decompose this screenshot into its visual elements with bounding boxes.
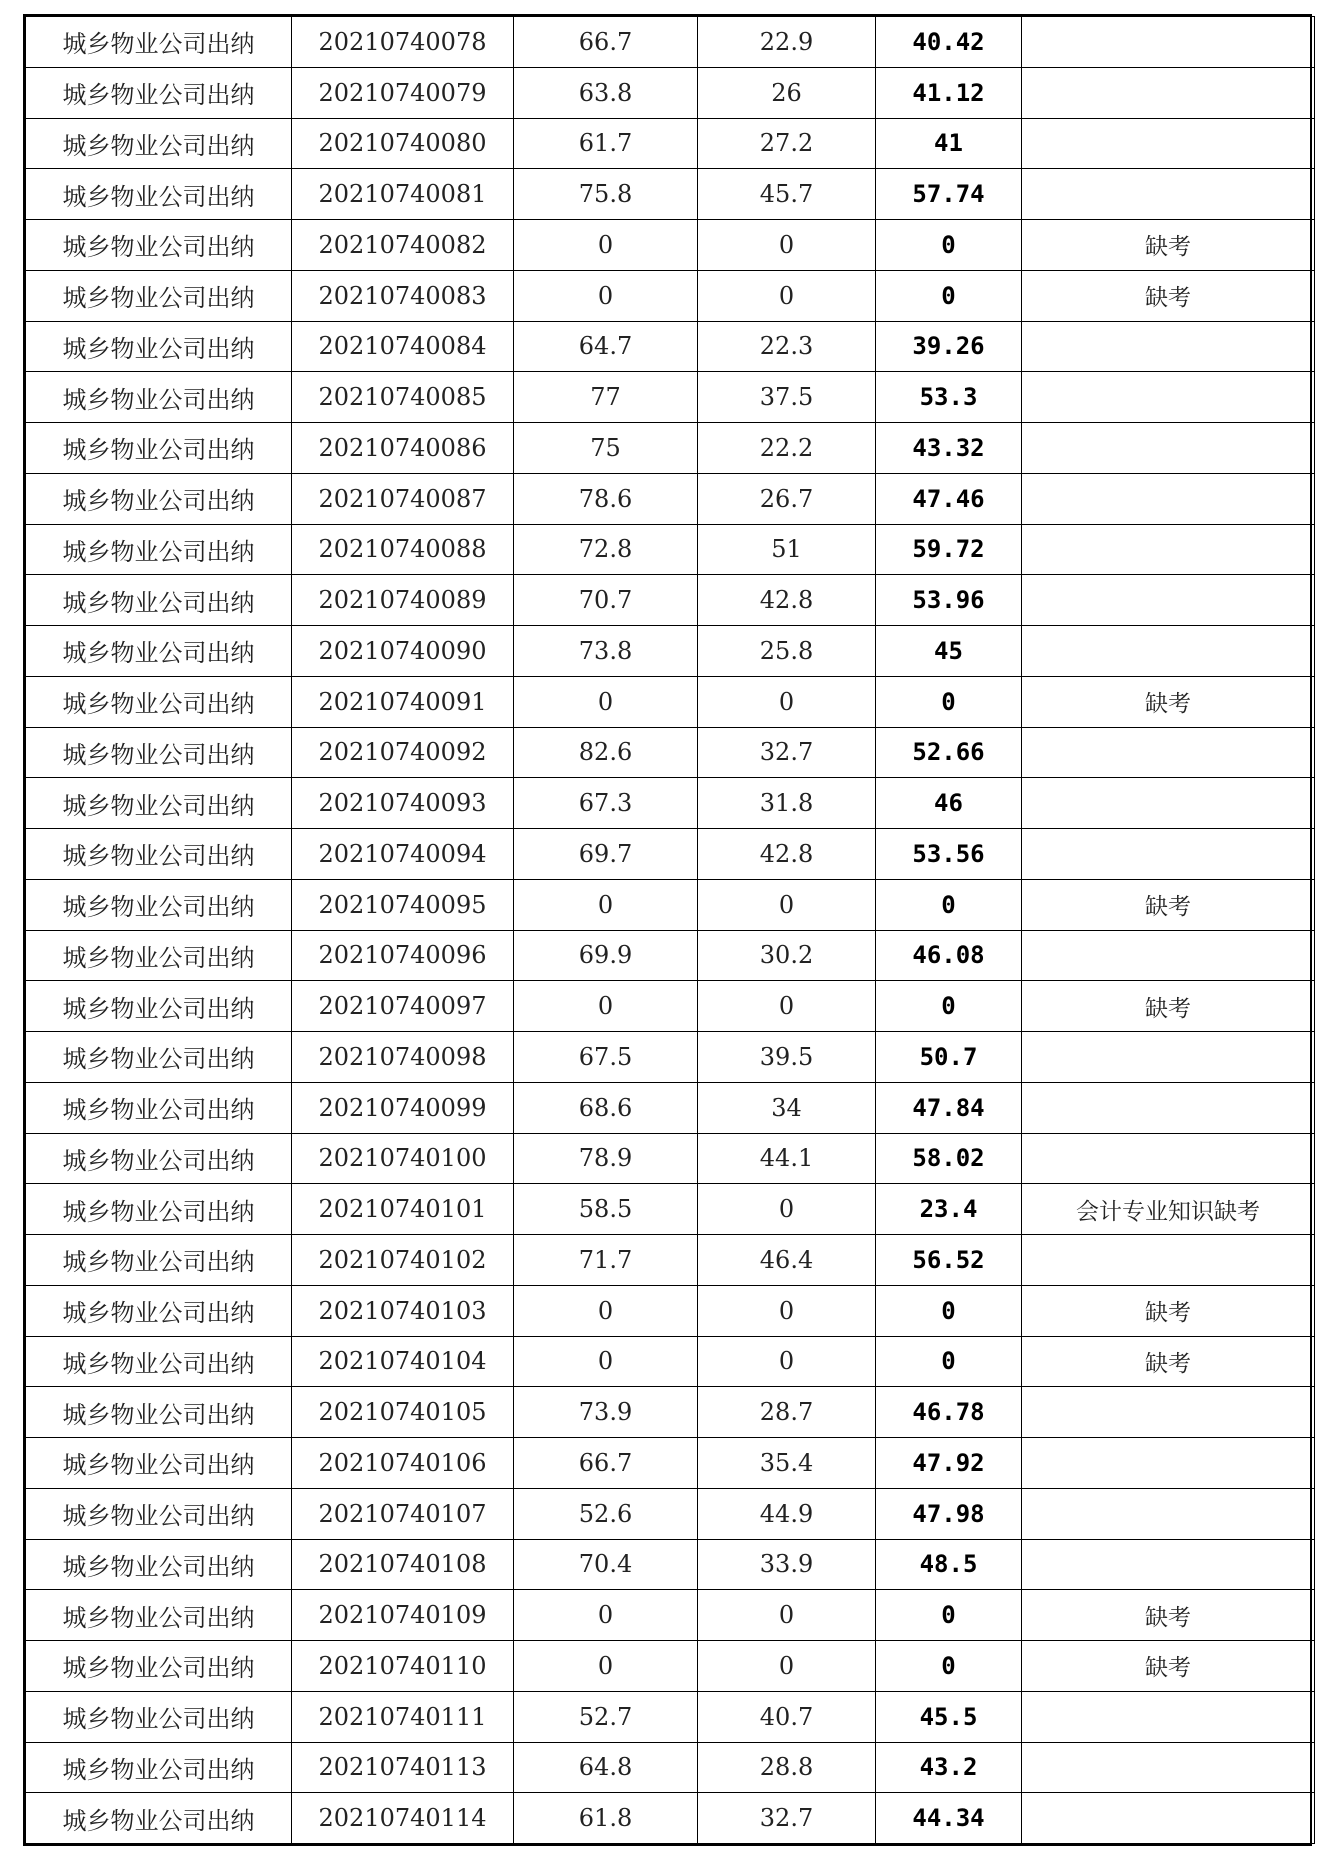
score-2-cell: 25.8 (698, 626, 876, 677)
score-2-cell: 28.7 (698, 1387, 876, 1438)
exam-id-cell: 20210740078 (292, 17, 514, 68)
note-cell: 缺考 (1022, 1641, 1315, 1692)
score-2-cell: 26 (698, 67, 876, 118)
position-cell: 城乡物业公司出纳 (26, 1387, 292, 1438)
position-cell: 城乡物业公司出纳 (26, 118, 292, 169)
table-row (26, 1285, 1315, 1336)
score-1-cell: 78.9 (514, 1133, 698, 1184)
score-2-cell: 0 (698, 1285, 876, 1336)
exam-id-cell: 20210740082 (292, 220, 514, 271)
score-1-cell: 0 (514, 270, 698, 321)
table-row (26, 879, 1315, 930)
table-row (26, 524, 1315, 575)
score-2-cell: 42.8 (698, 575, 876, 626)
note-cell: 缺考 (1022, 1285, 1315, 1336)
total-score-cell: 40.42 (876, 17, 1022, 68)
score-1-cell: 67.5 (514, 1032, 698, 1083)
exam-id-cell: 20210740113 (292, 1742, 514, 1793)
score-2-cell: 39.5 (698, 1032, 876, 1083)
table-row (26, 1793, 1315, 1844)
table-row (26, 1742, 1315, 1793)
table-row (26, 270, 1315, 321)
score-2-cell: 33.9 (698, 1539, 876, 1590)
total-score-cell: 41 (876, 118, 1022, 169)
score-2-cell: 46.4 (698, 1235, 876, 1286)
score-1-cell: 0 (514, 879, 698, 930)
position-cell: 城乡物业公司出纳 (26, 372, 292, 423)
exam-id-cell: 20210740085 (292, 372, 514, 423)
table-row (26, 829, 1315, 880)
position-cell: 城乡物业公司出纳 (26, 1793, 292, 1844)
table-row (26, 575, 1315, 626)
score-2-cell: 0 (698, 879, 876, 930)
score-2-cell: 0 (698, 1184, 876, 1235)
score-2-cell: 22.2 (698, 423, 876, 474)
position-cell: 城乡物业公司出纳 (26, 829, 292, 880)
score-1-cell: 82.6 (514, 727, 698, 778)
exam-id-cell: 20210740092 (292, 727, 514, 778)
position-cell: 城乡物业公司出纳 (26, 270, 292, 321)
note-cell (1022, 575, 1315, 626)
note-cell (1022, 1793, 1315, 1844)
score-1-cell: 61.8 (514, 1793, 698, 1844)
table-row (26, 220, 1315, 271)
total-score-cell: 0 (876, 220, 1022, 271)
table-row (26, 372, 1315, 423)
score-2-cell: 0 (698, 1336, 876, 1387)
table-row (26, 1133, 1315, 1184)
note-cell (1022, 118, 1315, 169)
total-score-cell: 56.52 (876, 1235, 1022, 1286)
score-2-cell: 0 (698, 1641, 876, 1692)
score-2-cell: 0 (698, 270, 876, 321)
note-cell (1022, 1082, 1315, 1133)
position-cell: 城乡物业公司出纳 (26, 1082, 292, 1133)
note-cell: 缺考 (1022, 676, 1315, 727)
score-2-cell: 22.9 (698, 17, 876, 68)
table-row (26, 169, 1315, 220)
note-cell (1022, 169, 1315, 220)
note-cell (1022, 1235, 1315, 1286)
total-score-cell: 43.32 (876, 423, 1022, 474)
score-1-cell: 73.8 (514, 626, 698, 677)
total-score-cell: 50.7 (876, 1032, 1022, 1083)
score-2-cell: 44.9 (698, 1488, 876, 1539)
total-score-cell: 0 (876, 1590, 1022, 1641)
score-1-cell: 73.9 (514, 1387, 698, 1438)
score-1-cell: 52.6 (514, 1488, 698, 1539)
exam-id-cell: 20210740105 (292, 1387, 514, 1438)
score-2-cell: 42.8 (698, 829, 876, 880)
total-score-cell: 41.12 (876, 67, 1022, 118)
position-cell: 城乡物业公司出纳 (26, 626, 292, 677)
total-score-cell: 47.98 (876, 1488, 1022, 1539)
note-cell: 缺考 (1022, 220, 1315, 271)
score-2-cell: 44.1 (698, 1133, 876, 1184)
note-cell (1022, 321, 1315, 372)
position-cell: 城乡物业公司出纳 (26, 67, 292, 118)
table-row (26, 1184, 1315, 1235)
exam-id-cell: 20210740086 (292, 423, 514, 474)
total-score-cell: 0 (876, 676, 1022, 727)
score-1-cell: 77 (514, 372, 698, 423)
table-row (26, 17, 1315, 68)
table-row (26, 1590, 1315, 1641)
total-score-cell: 43.2 (876, 1742, 1022, 1793)
table-row (26, 1032, 1315, 1083)
position-cell: 城乡物业公司出纳 (26, 1336, 292, 1387)
exam-id-cell: 20210740080 (292, 118, 514, 169)
score-1-cell: 70.7 (514, 575, 698, 626)
position-cell: 城乡物业公司出纳 (26, 1438, 292, 1489)
position-cell: 城乡物业公司出纳 (26, 17, 292, 68)
table-row (26, 1387, 1315, 1438)
note-cell (1022, 1387, 1315, 1438)
total-score-cell: 39.26 (876, 321, 1022, 372)
total-score-cell: 0 (876, 1285, 1022, 1336)
score-2-cell: 0 (698, 1590, 876, 1641)
exam-id-cell: 20210740087 (292, 473, 514, 524)
score-1-cell: 0 (514, 1336, 698, 1387)
note-cell: 缺考 (1022, 981, 1315, 1032)
position-cell: 城乡物业公司出纳 (26, 524, 292, 575)
table-row (26, 321, 1315, 372)
table-row (26, 1691, 1315, 1742)
score-2-cell: 31.8 (698, 778, 876, 829)
score-1-cell: 63.8 (514, 67, 698, 118)
score-2-cell: 51 (698, 524, 876, 575)
note-cell (1022, 930, 1315, 981)
score-1-cell: 78.6 (514, 473, 698, 524)
table-row (26, 1488, 1315, 1539)
score-2-cell: 22.3 (698, 321, 876, 372)
position-cell: 城乡物业公司出纳 (26, 321, 292, 372)
exam-id-cell: 20210740083 (292, 270, 514, 321)
position-cell: 城乡物业公司出纳 (26, 1032, 292, 1083)
table-row (26, 1235, 1315, 1286)
score-2-cell: 35.4 (698, 1438, 876, 1489)
total-score-cell: 0 (876, 879, 1022, 930)
table-row (26, 626, 1315, 677)
total-score-cell: 47.92 (876, 1438, 1022, 1489)
exam-id-cell: 20210740106 (292, 1438, 514, 1489)
score-2-cell: 30.2 (698, 930, 876, 981)
score-2-cell: 34 (698, 1082, 876, 1133)
note-cell: 缺考 (1022, 270, 1315, 321)
score-1-cell: 75 (514, 423, 698, 474)
score-1-cell: 64.7 (514, 321, 698, 372)
note-cell (1022, 1742, 1315, 1793)
note-cell: 缺考 (1022, 1590, 1315, 1641)
total-score-cell: 53.96 (876, 575, 1022, 626)
total-score-cell: 46 (876, 778, 1022, 829)
exam-id-cell: 20210740079 (292, 67, 514, 118)
table-row (26, 118, 1315, 169)
total-score-cell: 48.5 (876, 1539, 1022, 1590)
position-cell: 城乡物业公司出纳 (26, 1235, 292, 1286)
score-2-cell: 40.7 (698, 1691, 876, 1742)
score-1-cell: 0 (514, 1285, 698, 1336)
total-score-cell: 52.66 (876, 727, 1022, 778)
exam-id-cell: 20210740098 (292, 1032, 514, 1083)
score-1-cell: 72.8 (514, 524, 698, 575)
score-1-cell: 0 (514, 220, 698, 271)
note-cell (1022, 372, 1315, 423)
score-1-cell: 0 (514, 1590, 698, 1641)
note-cell: 会计专业知识缺考 (1022, 1184, 1315, 1235)
total-score-cell: 58.02 (876, 1133, 1022, 1184)
score-table (25, 16, 1315, 1844)
position-cell: 城乡物业公司出纳 (26, 1133, 292, 1184)
exam-id-cell: 20210740097 (292, 981, 514, 1032)
exam-id-cell: 20210740100 (292, 1133, 514, 1184)
position-cell: 城乡物业公司出纳 (26, 778, 292, 829)
table-body (26, 17, 1315, 1844)
total-score-cell: 57.74 (876, 169, 1022, 220)
exam-id-cell: 20210740081 (292, 169, 514, 220)
table-row (26, 473, 1315, 524)
position-cell: 城乡物业公司出纳 (26, 1539, 292, 1590)
exam-id-cell: 20210740103 (292, 1285, 514, 1336)
score-2-cell: 32.7 (698, 1793, 876, 1844)
exam-id-cell: 20210740109 (292, 1590, 514, 1641)
total-score-cell: 0 (876, 1641, 1022, 1692)
note-cell (1022, 1691, 1315, 1742)
table-row (26, 1641, 1315, 1692)
total-score-cell: 0 (876, 1336, 1022, 1387)
table-row (26, 67, 1315, 118)
position-cell: 城乡物业公司出纳 (26, 473, 292, 524)
total-score-cell: 0 (876, 270, 1022, 321)
score-1-cell: 0 (514, 981, 698, 1032)
table-row (26, 423, 1315, 474)
table-row (26, 1082, 1315, 1133)
note-cell (1022, 473, 1315, 524)
position-cell: 城乡物业公司出纳 (26, 1488, 292, 1539)
exam-id-cell: 20210740088 (292, 524, 514, 575)
table-row (26, 1438, 1315, 1489)
score-1-cell: 66.7 (514, 17, 698, 68)
score-1-cell: 75.8 (514, 169, 698, 220)
position-cell: 城乡物业公司出纳 (26, 879, 292, 930)
note-cell (1022, 829, 1315, 880)
total-score-cell: 45 (876, 626, 1022, 677)
total-score-cell: 47.46 (876, 473, 1022, 524)
total-score-cell: 47.84 (876, 1082, 1022, 1133)
score-1-cell: 67.3 (514, 778, 698, 829)
table-row (26, 1539, 1315, 1590)
score-2-cell: 26.7 (698, 473, 876, 524)
exam-id-cell: 20210740095 (292, 879, 514, 930)
position-cell: 城乡物业公司出纳 (26, 676, 292, 727)
exam-id-cell: 20210740102 (292, 1235, 514, 1286)
exam-id-cell: 20210740101 (292, 1184, 514, 1235)
exam-id-cell: 20210740084 (292, 321, 514, 372)
score-2-cell: 27.2 (698, 118, 876, 169)
score-2-cell: 0 (698, 981, 876, 1032)
position-cell: 城乡物业公司出纳 (26, 1285, 292, 1336)
score-1-cell: 66.7 (514, 1438, 698, 1489)
position-cell: 城乡物业公司出纳 (26, 575, 292, 626)
score-1-cell: 68.6 (514, 1082, 698, 1133)
exam-id-cell: 20210740093 (292, 778, 514, 829)
total-score-cell: 44.34 (876, 1793, 1022, 1844)
position-cell: 城乡物业公司出纳 (26, 930, 292, 981)
score-1-cell: 69.9 (514, 930, 698, 981)
table-row (26, 727, 1315, 778)
exam-id-cell: 20210740096 (292, 930, 514, 981)
position-cell: 城乡物业公司出纳 (26, 1184, 292, 1235)
exam-id-cell: 20210740110 (292, 1641, 514, 1692)
note-cell (1022, 626, 1315, 677)
note-cell (1022, 727, 1315, 778)
table-row (26, 981, 1315, 1032)
score-1-cell: 69.7 (514, 829, 698, 880)
exam-id-cell: 20210740104 (292, 1336, 514, 1387)
exam-id-cell: 20210740114 (292, 1793, 514, 1844)
score-2-cell: 28.8 (698, 1742, 876, 1793)
score-2-cell: 0 (698, 676, 876, 727)
table-row (26, 1336, 1315, 1387)
total-score-cell: 46.78 (876, 1387, 1022, 1438)
note-cell (1022, 17, 1315, 68)
score-1-cell: 64.8 (514, 1742, 698, 1793)
score-2-cell: 37.5 (698, 372, 876, 423)
score-1-cell: 71.7 (514, 1235, 698, 1286)
position-cell: 城乡物业公司出纳 (26, 1590, 292, 1641)
table-row (26, 676, 1315, 727)
score-2-cell: 0 (698, 220, 876, 271)
note-cell (1022, 778, 1315, 829)
exam-id-cell: 20210740094 (292, 829, 514, 880)
exam-id-cell: 20210740111 (292, 1691, 514, 1742)
note-cell (1022, 1133, 1315, 1184)
note-cell (1022, 1438, 1315, 1489)
score-1-cell: 58.5 (514, 1184, 698, 1235)
exam-id-cell: 20210740091 (292, 676, 514, 727)
note-cell (1022, 67, 1315, 118)
exam-id-cell: 20210740089 (292, 575, 514, 626)
total-score-cell: 59.72 (876, 524, 1022, 575)
note-cell: 缺考 (1022, 1336, 1315, 1387)
exam-id-cell: 20210740099 (292, 1082, 514, 1133)
total-score-cell: 53.56 (876, 829, 1022, 880)
note-cell (1022, 1032, 1315, 1083)
exam-id-cell: 20210740107 (292, 1488, 514, 1539)
score-1-cell: 0 (514, 676, 698, 727)
position-cell: 城乡物业公司出纳 (26, 1691, 292, 1742)
score-1-cell: 61.7 (514, 118, 698, 169)
position-cell: 城乡物业公司出纳 (26, 1641, 292, 1692)
position-cell: 城乡物业公司出纳 (26, 423, 292, 474)
exam-id-cell: 20210740108 (292, 1539, 514, 1590)
position-cell: 城乡物业公司出纳 (26, 169, 292, 220)
total-score-cell: 46.08 (876, 930, 1022, 981)
table-row (26, 930, 1315, 981)
note-cell (1022, 1539, 1315, 1590)
note-cell (1022, 524, 1315, 575)
position-cell: 城乡物业公司出纳 (26, 1742, 292, 1793)
position-cell: 城乡物业公司出纳 (26, 981, 292, 1032)
note-cell: 缺考 (1022, 879, 1315, 930)
score-1-cell: 0 (514, 1641, 698, 1692)
total-score-cell: 53.3 (876, 372, 1022, 423)
position-cell: 城乡物业公司出纳 (26, 727, 292, 778)
note-cell (1022, 1488, 1315, 1539)
exam-id-cell: 20210740090 (292, 626, 514, 677)
position-cell: 城乡物业公司出纳 (26, 220, 292, 271)
score-2-cell: 32.7 (698, 727, 876, 778)
table-row (26, 778, 1315, 829)
score-1-cell: 70.4 (514, 1539, 698, 1590)
note-cell (1022, 423, 1315, 474)
score-2-cell: 45.7 (698, 169, 876, 220)
score-sheet (23, 14, 1312, 1846)
score-1-cell: 52.7 (514, 1691, 698, 1742)
total-score-cell: 23.4 (876, 1184, 1022, 1235)
total-score-cell: 0 (876, 981, 1022, 1032)
total-score-cell: 45.5 (876, 1691, 1022, 1742)
